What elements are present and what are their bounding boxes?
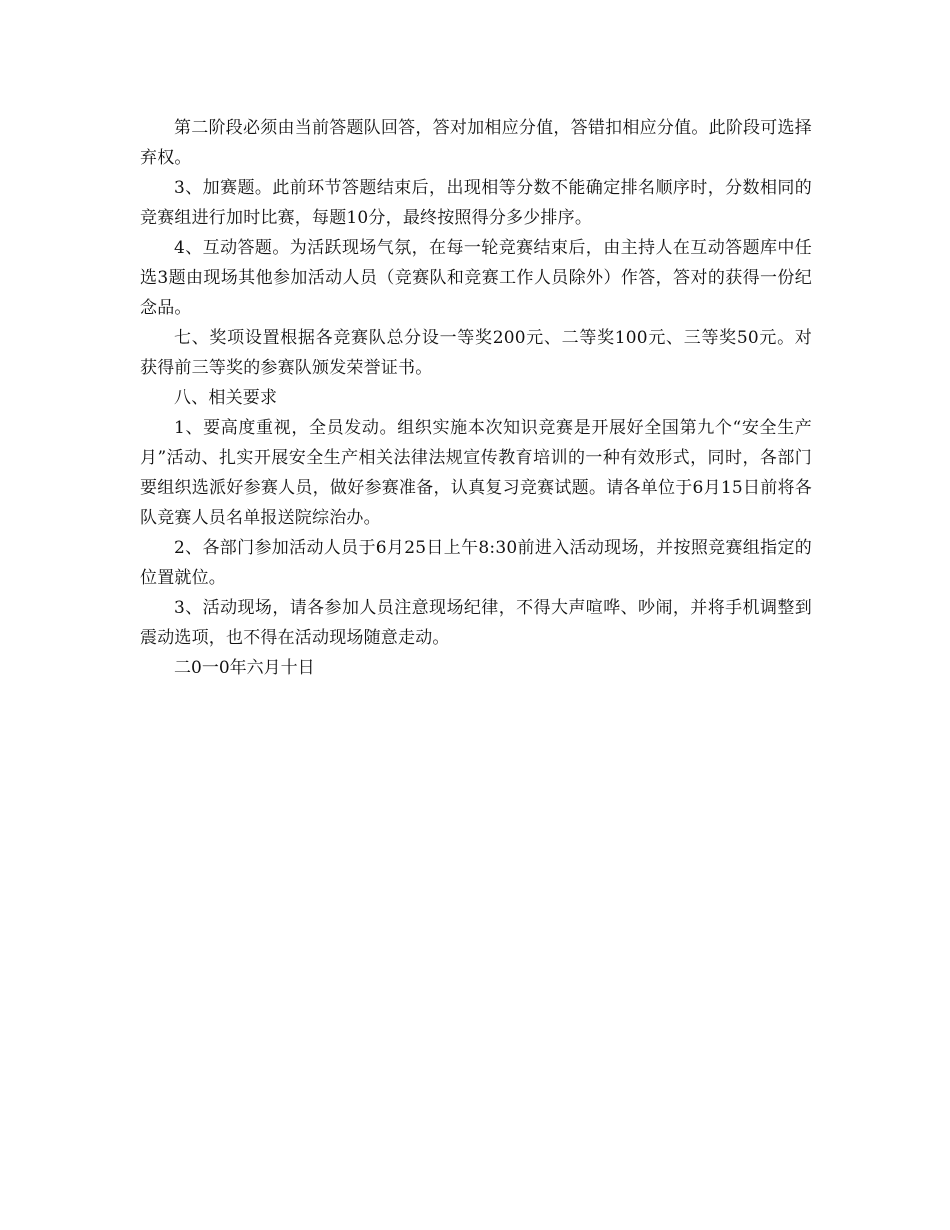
paragraph-requirement-2: 2、各部门参加活动人员于6月25日上午8:30前进入活动现场，并按照竞赛组指定的位置就位。 xyxy=(140,538,812,588)
paragraph-tiebreaker: 3、加赛题。此前环节答题结束后，出现相等分数不能确定排名顺序时，分数相同的竞赛组进行加时比赛，每题10分，最终按照得分多少排序。 xyxy=(140,178,812,228)
paragraph-interactive-questions: 4、互动答题。为活跃现场气氛，在每一轮竞赛结束后，由主持人在互动答题库中任选3题由现场其他参加活动人员（竞赛队和竞赛工作人员除外）作答，答对的获得一份纪念品。 xyxy=(140,238,812,318)
paragraph-requirement-1: 1、要高度重视，全员发动。组织实施本次知识竞赛是开展好全国第九个“安全生产月”活动、扎实开展安全生产相关法律法规宣传教育培训的一种有效形式，同时，各部门要组织选派好参赛人员，做好参赛准备，认真复习竞赛试题。请各单位于6月15日前将各队竞赛人员名单报送院综治办。 xyxy=(140,418,812,528)
document-page xyxy=(140,113,812,683)
paragraph-stage-two: 第二阶段必须由当前答题队回答，答对加相应分值，答错扣相应分值。此阶段可选择弃权。 xyxy=(140,118,812,168)
section-heading-requirements: 八、相关要求 xyxy=(174,388,278,408)
paragraph-requirement-3: 3、活动现场，请各参加人员注意现场纪律，不得大声喧哗、吵闹，并将手机调整到震动选项，也不得在活动现场随意走动。 xyxy=(140,598,812,648)
paragraph-awards: 七、奖项设置根据各竞赛队总分设一等奖200元、二等奖100元、三等奖50元。对获得前三等奖的参赛队颁发荣誉证书。 xyxy=(140,328,812,378)
document-date: 二0一0年六月十日 xyxy=(174,658,315,678)
